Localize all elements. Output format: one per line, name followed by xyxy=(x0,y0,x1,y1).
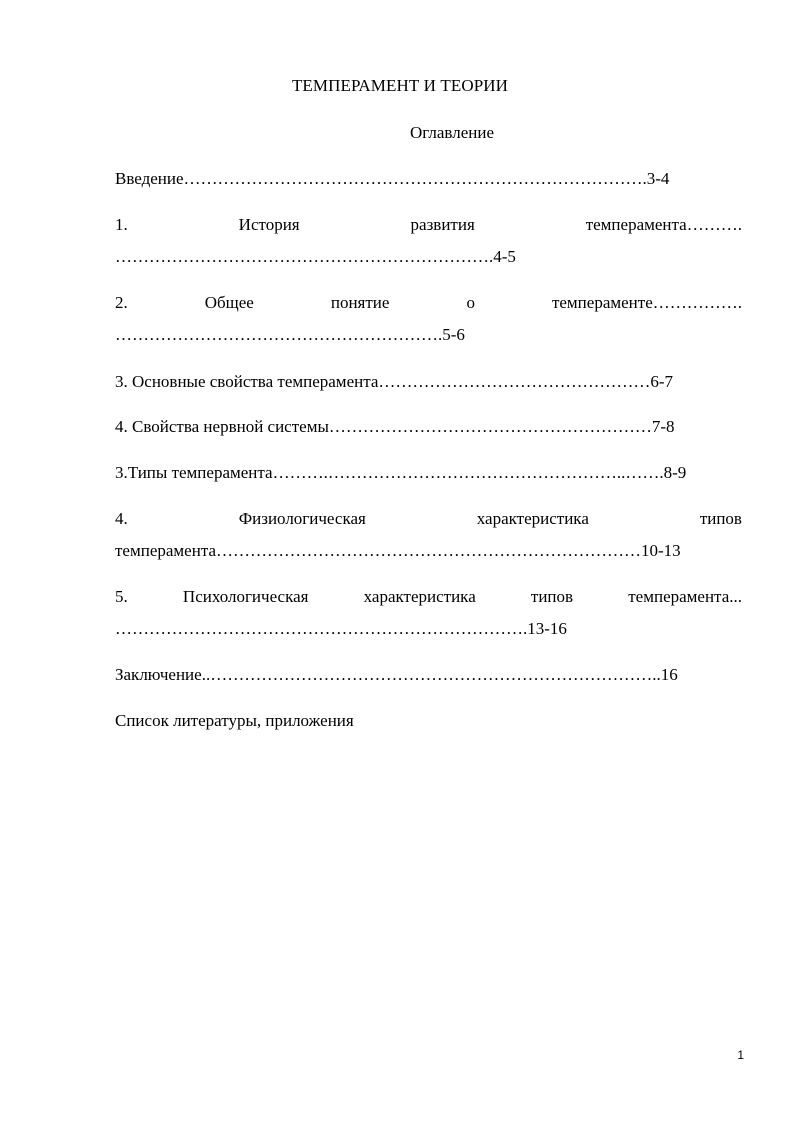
toc-entry-general-concept xyxy=(115,287,742,351)
toc-word: темперамента... xyxy=(628,587,742,606)
toc-word: понятие xyxy=(330,293,390,312)
toc-word: характеристика xyxy=(476,509,589,528)
toc-entry-justified-line xyxy=(115,209,742,241)
toc-word: типов xyxy=(699,509,742,528)
toc-entry-psychological-characteristics xyxy=(115,581,742,645)
toc-word: 5. xyxy=(115,587,128,606)
toc-entry-continuation: ………………………………………………….5-6 xyxy=(115,325,465,344)
toc-word: 2. xyxy=(115,293,128,312)
toc-word: типов xyxy=(530,587,574,606)
toc-entry-text: 4. Свойства нервной системы…………………………………………………7-8 xyxy=(115,417,675,436)
document-title: ТЕМПЕРАМЕНТ И ТЕОРИИ xyxy=(291,76,509,95)
toc-entry-introduction xyxy=(115,163,742,195)
toc-entry-text: 3.Типы темперамента……….……………………………………………..…….8-9 xyxy=(115,463,687,482)
toc-entry-continuation: темперамента…………………………………………………………………10-13 xyxy=(115,541,681,560)
toc-entry-nervous-system xyxy=(115,411,742,443)
toc-entry-text: Заключение..……………………………………………………………………..16 xyxy=(115,665,678,684)
toc-entry-text: 3. Основные свойства темперамента…………………………………………6-7 xyxy=(115,372,674,391)
toc-word: Физиологическая xyxy=(238,509,366,528)
page-number: 1 xyxy=(737,1048,744,1062)
toc-word: 1. xyxy=(115,215,128,234)
toc-word: 4. xyxy=(115,509,128,528)
toc-heading: Оглавление xyxy=(410,123,494,142)
toc-entry-temperament-types xyxy=(115,457,742,489)
toc-word: темпераменте……………. xyxy=(551,293,742,312)
toc-entry-temperament-history xyxy=(115,209,742,273)
toc-entry-justified-line xyxy=(115,503,742,535)
toc-word: развития xyxy=(410,215,475,234)
toc-word: История xyxy=(238,215,300,234)
toc-entry-continuation: ……………………………………………………………….13-16 xyxy=(115,619,567,638)
toc-entry-conclusion xyxy=(115,659,742,691)
toc-entry-physiological-characteristics xyxy=(115,503,742,567)
toc-entry-bibliography xyxy=(115,705,742,737)
toc-entry-text: Список литературы, приложения xyxy=(115,711,354,730)
toc-word: темперамента………. xyxy=(585,215,742,234)
toc-entry-justified-line xyxy=(115,287,742,319)
toc-entry-justified-line xyxy=(115,581,742,613)
toc-entry-text: Введение……………………………………………………………………….3-4 xyxy=(115,169,670,188)
toc-word: Психологическая xyxy=(182,587,309,606)
toc-entry-continuation: ………………………………………………………….4-5 xyxy=(115,247,516,266)
toc-entry-basic-properties xyxy=(115,366,742,398)
toc-word: характеристика xyxy=(363,587,476,606)
toc-word: Общее xyxy=(204,293,254,312)
toc-word: о xyxy=(466,293,475,312)
